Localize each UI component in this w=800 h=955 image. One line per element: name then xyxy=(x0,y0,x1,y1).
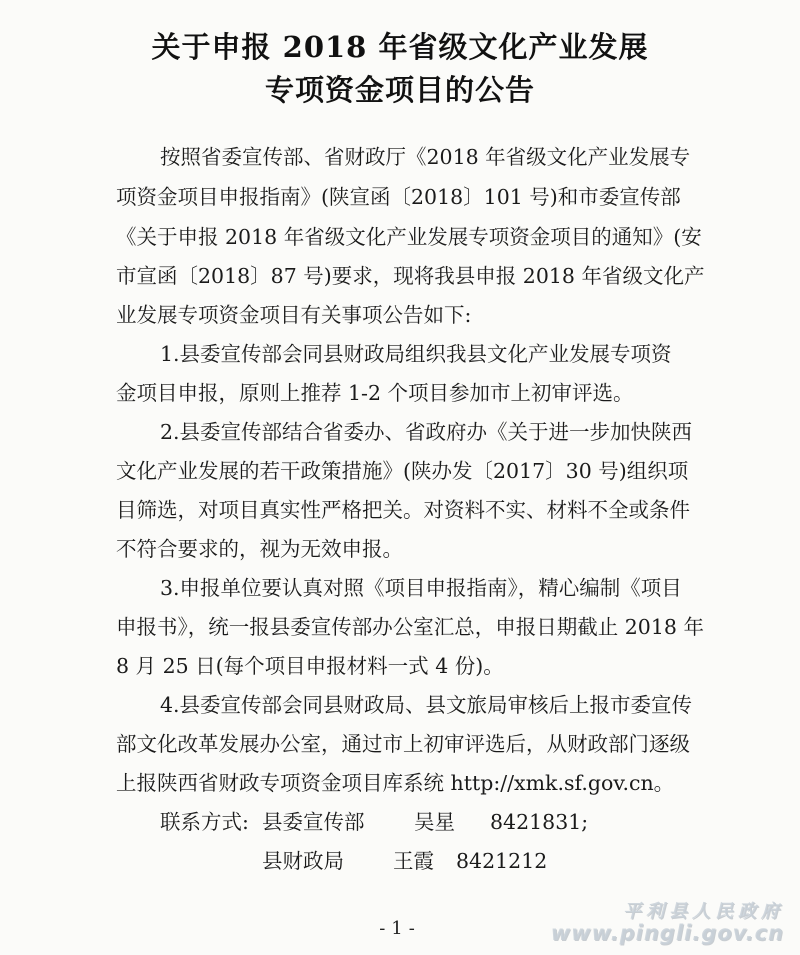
contact-dept: 县委宣传部 xyxy=(262,810,365,834)
page-number: -1- xyxy=(379,918,421,939)
contact-name: 吴星 xyxy=(414,810,455,834)
watermark-site-name: 平利县人民政府 xyxy=(623,901,784,922)
contact-phone: 8421831; xyxy=(490,810,589,834)
contact-phone: 8421212 xyxy=(456,849,548,873)
contact-label: 联系方式: xyxy=(160,810,249,834)
watermark-url: www.pingli.gov.cn xyxy=(550,921,784,945)
contact-name: 王霞 xyxy=(393,849,434,873)
contact-dept: 县财政局 xyxy=(262,849,344,873)
document-title-line-1: 关于申报 2018 年省级文化产业发展 xyxy=(151,30,649,64)
document-title-line-2: 专项资金项目的公告 xyxy=(264,73,535,107)
